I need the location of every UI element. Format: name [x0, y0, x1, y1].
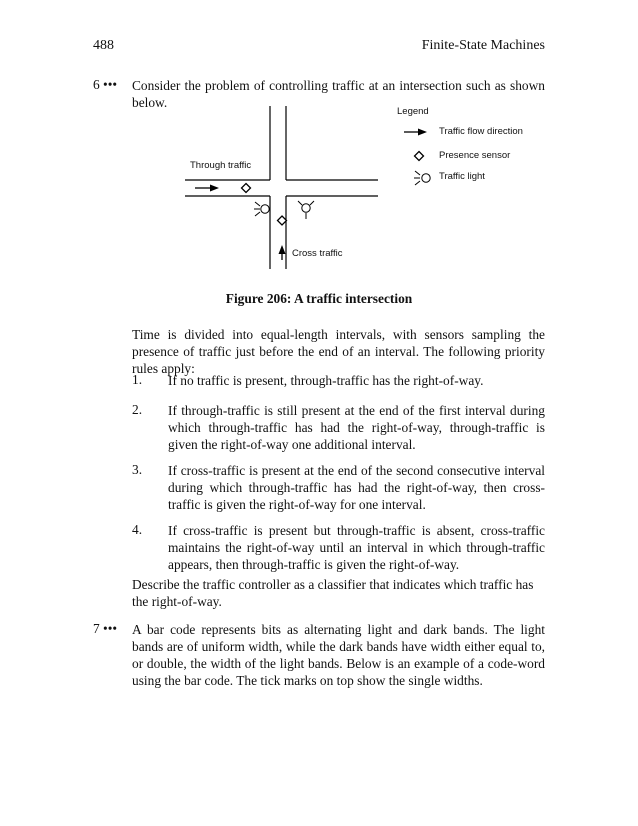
running-title: Finite-State Machines: [421, 38, 545, 53]
rule-4-text: If cross-traffic is present but through-traffic is absent, cross-traffic maintains the right-of-way until an interval in which through-traffic appears, then through-traffic is given the right-of-way.: [168, 523, 545, 572]
problem-6-number: 6 •••: [93, 77, 118, 92]
legend-flow-label: Traffic flow direction: [439, 126, 523, 137]
rule-2-number: 2.: [132, 402, 143, 417]
rule-1-text: If no traffic is present, through-traffic has the right-of-way.: [168, 373, 484, 388]
problem-7-text: A bar code represents bits as alternating light and dark bands. The light bands are of uniform width, while the dark bands have width either equal to, or double, the width of the light bands. Below is an example of a code-word using the bar code. The tick marks on top show the single widths.: [132, 622, 545, 688]
legend-light-label: Traffic light: [439, 171, 485, 182]
legend-sensor-icon: [415, 152, 424, 161]
through-traffic-light-icon: [254, 202, 269, 216]
legend-title: Legend: [397, 106, 429, 117]
cross-traffic-light-icon: [298, 201, 314, 219]
rule-2-text: If through-traffic is still present at the end of the first interval during which through-traffic has had the right-of-way, through-traffic is given the right-of-way one additional interval.: [168, 403, 545, 452]
through-traffic-arrow-icon: [195, 185, 219, 192]
problem-6-paragraph: Time is divided into equal-length intervals, with sensors sampling the presence of traffic just before the end of an interval. The following priority rules apply:: [132, 327, 545, 376]
problem-6-intro: Consider the problem of controlling traffic at an intersection such as shown below.: [132, 78, 545, 110]
rule-1-number: 1.: [132, 372, 143, 387]
cross-traffic-arrow-icon: [279, 245, 286, 260]
legend-flow-arrow-icon: [404, 129, 427, 136]
problem-6-closing: Describe the traffic controller as a classifier that indicates which traffic has the right-of-way.: [132, 577, 534, 609]
through-traffic-label: Through traffic: [190, 160, 252, 171]
legend-light-icon: [414, 171, 430, 185]
rule-4-number: 4.: [132, 522, 143, 537]
cross-traffic-label: Cross traffic: [292, 248, 343, 259]
rule-3-text: If cross-traffic is present at the end of the second consecutive interval during which through-traffic has had the right-of-way, then cross-traffic is given the right-of-way for one interval.: [168, 463, 545, 512]
through-presence-sensor-icon: [242, 184, 251, 193]
cross-presence-sensor-icon: [278, 216, 287, 225]
figure-caption: Figure 206: A traffic intersection: [225, 291, 413, 306]
legend-sensor-label: Presence sensor: [439, 150, 511, 161]
page-number: 488: [93, 38, 114, 53]
problem-7-number: 7 •••: [93, 621, 118, 636]
rule-3-number: 3.: [132, 462, 143, 477]
